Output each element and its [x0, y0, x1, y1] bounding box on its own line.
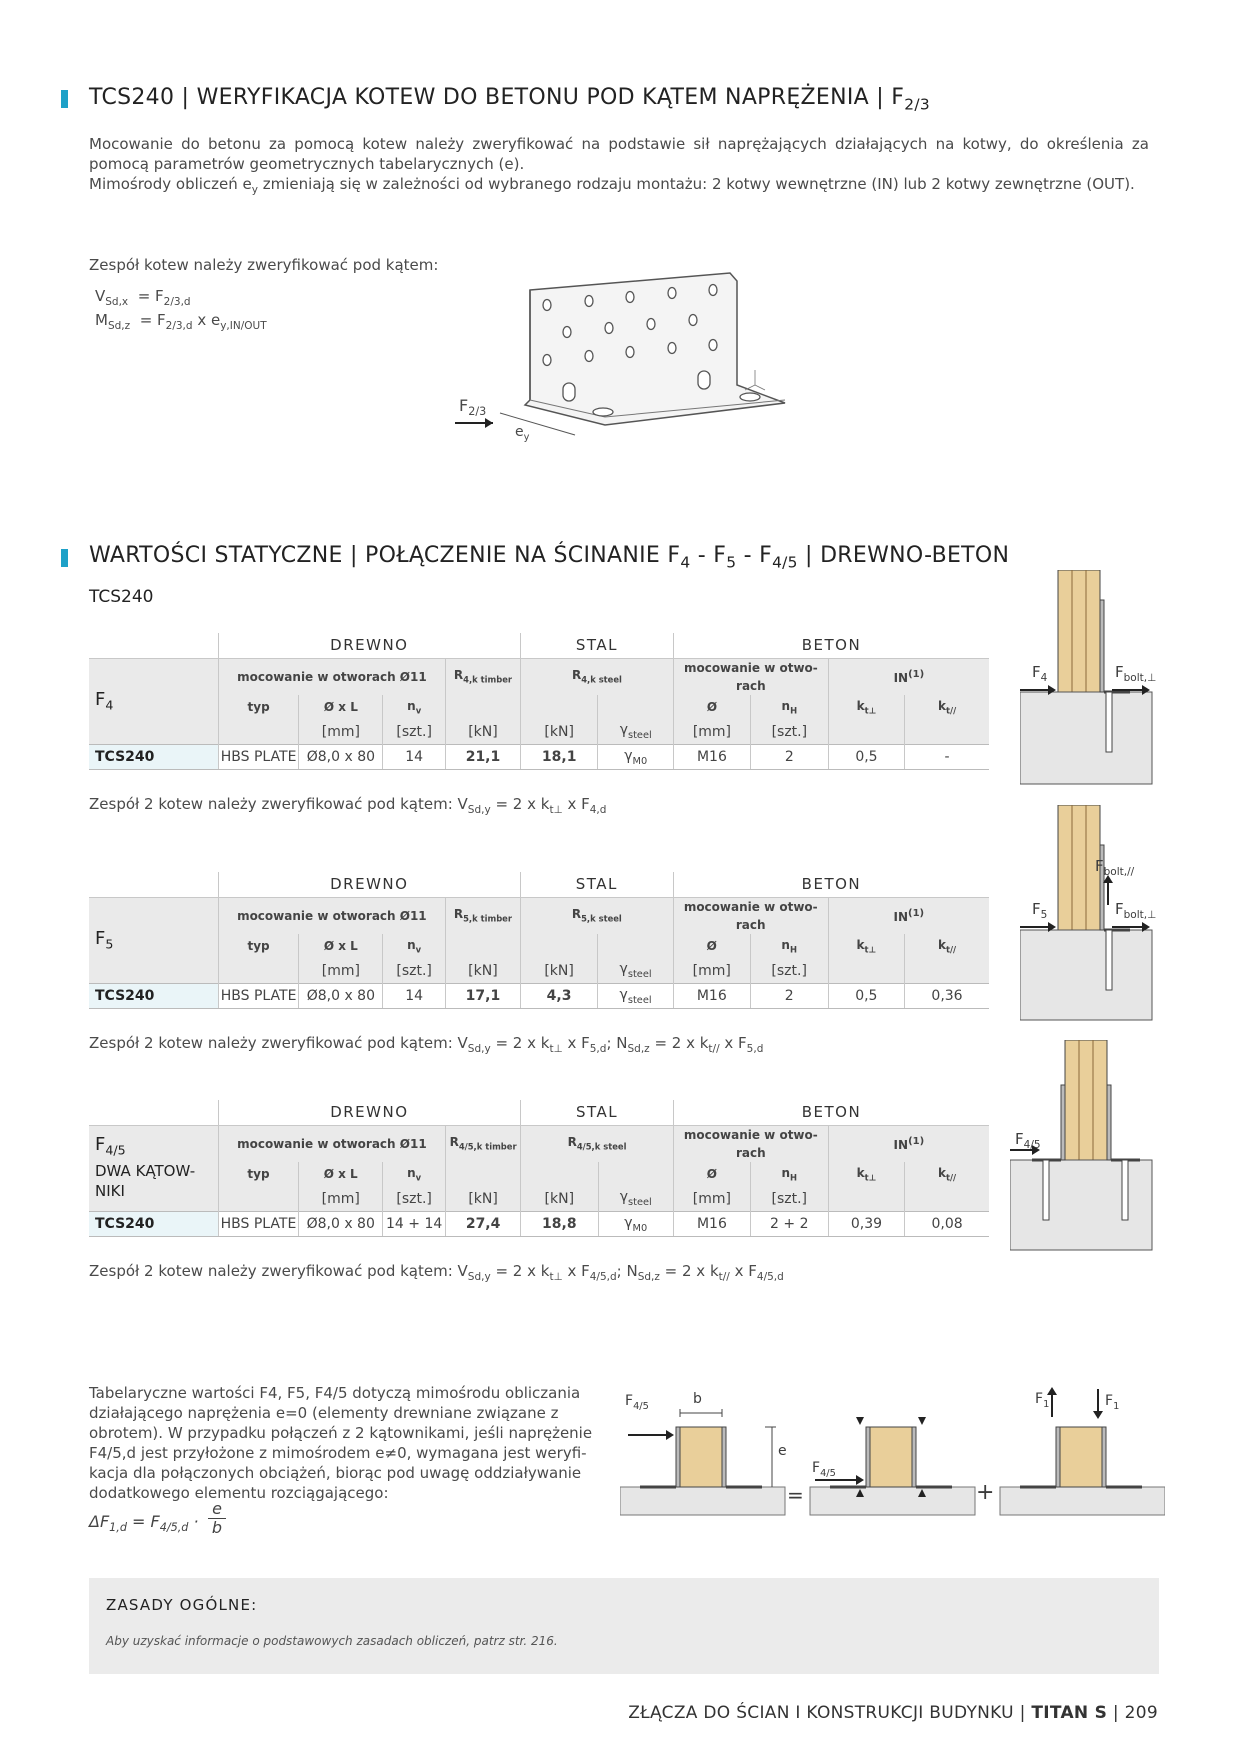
table-force-label: $F_4$: [89, 658, 218, 745]
header-kt-par: $k_{t//}$: [905, 695, 989, 720]
cell-rsteel: 18,8: [521, 1212, 598, 1237]
header-rtimber: $R_{4/5,k timber}$: [446, 1125, 521, 1162]
unit-mm: [mm]: [673, 959, 750, 984]
header-d: Ø: [673, 934, 750, 959]
header-stal: STAL: [520, 872, 673, 897]
cell-rtimber: 21,1: [446, 745, 521, 770]
cell-kt-perp: 0,5: [828, 984, 904, 1009]
header-nh: $n_H$: [750, 1162, 828, 1187]
static-table-f4: [89, 633, 989, 770]
table-note-f4: Zespół 2 kotew należy zweryfikować pod kątem: $V_{Sd,y} = 2$ x $k_{t\perp}$ x $F_{4,d}$: [89, 795, 607, 816]
table-note-f45: Zespół 2 kotew należy zweryfikować pod kątem: $V_{Sd,y} = 2$ x $k_{t\perp}$ x $F_{4/5,d}$; $N_{Sd,z} = 2$ x $k_{t//}$ x $F_{4/5,d}$: [89, 1262, 784, 1283]
unit-mm: [mm]: [673, 1187, 750, 1212]
header-mocowanie-beton: mocowanie w otwo- rach: [673, 658, 828, 695]
table-force-label: $F_5$: [89, 897, 218, 984]
cell-kt-par: 0,36: [905, 984, 989, 1009]
table-row: [89, 745, 989, 770]
page-footer: [628, 1703, 1158, 1723]
static-table-f5: [89, 872, 989, 1009]
cell-d: M16: [673, 1212, 750, 1237]
header-in: IN$^{(1)}$: [828, 658, 989, 695]
diag-label-e: e: [778, 1443, 787, 1459]
cell-nv: 14: [383, 745, 446, 770]
fig-label-f5: $F_5$: [1032, 900, 1048, 921]
footer-separator: |: [1107, 1703, 1125, 1723]
section1-title: TCS240 | WERYFIKACJA KOTEW DO BETONU POD KĄTEM NAPRĘŻENIA | $F_{2/3}$: [89, 85, 930, 114]
unit-gamma: $\gamma_{steel}$: [598, 959, 674, 984]
general-principles-title: ZASADY OGÓLNE:: [106, 1596, 258, 1614]
cell-kt-perp: 0,5: [828, 745, 904, 770]
unit-szt: [szt.]: [383, 959, 446, 984]
header-dxl: Ø x L: [299, 934, 383, 959]
diag-label-b: b: [693, 1391, 702, 1407]
cell-rsteel: 18,1: [520, 745, 598, 770]
general-principles-box: [89, 1578, 1159, 1674]
unit-kn: [kN]: [521, 1187, 598, 1212]
unit-gamma: $\gamma_{steel}$: [598, 1187, 673, 1212]
cell-d: M16: [673, 745, 750, 770]
diag-label-f45-2: $F_{4/5}$: [812, 1460, 836, 1479]
table-row: [89, 1212, 989, 1237]
diag-label-f1b: $F_1$: [1105, 1393, 1120, 1412]
cell-dxl: Ø8,0 x 80: [299, 1212, 383, 1237]
header-kt-perp: $k_{t\perp}$: [828, 1162, 904, 1187]
fig-label-fbolt: $F_{bolt,\perp}$: [1115, 663, 1157, 684]
header-mocowanie: mocowanie w otworach Ø11: [218, 897, 445, 934]
diag-label-f1a: $F_1$: [1035, 1391, 1050, 1410]
unit-mm: [mm]: [673, 720, 750, 745]
header-typ: typ: [218, 695, 299, 720]
header-nv: $n_v$: [383, 934, 446, 959]
header-drewno: DREWNO: [218, 633, 520, 658]
unit-kn: [kN]: [446, 959, 521, 984]
header-kt-par: $k_{t//}$: [905, 1162, 989, 1187]
header-mocowanie-beton: mocowanie w otwo- rach: [673, 897, 828, 934]
unit-szt: [szt.]: [383, 1187, 446, 1212]
cell-typ: HBS PLATE: [218, 1212, 299, 1237]
section-accent-bar: [61, 549, 68, 567]
unit-gamma: $\gamma_{steel}$: [598, 720, 674, 745]
header-mocowanie-beton: mocowanie w otwo- rach: [673, 1125, 828, 1162]
cell-typ: HBS PLATE: [218, 984, 299, 1009]
header-drewno: DREWNO: [218, 1100, 520, 1125]
unit-szt: [szt.]: [750, 959, 828, 984]
cell-gamma: $\gamma_{steel}$: [598, 984, 674, 1009]
cell-dxl: Ø8,0 x 80: [299, 984, 383, 1009]
bracket-figure: [455, 265, 810, 445]
header-rtimber: $R_{4,k timber}$: [446, 658, 521, 695]
header-beton: BETON: [673, 872, 989, 897]
unit-szt: [szt.]: [750, 720, 828, 745]
header-stal: STAL: [520, 633, 673, 658]
unit-mm: [mm]: [299, 1187, 383, 1212]
footer-section: ZŁĄCZA DO ŚCIAN I KONSTRUKCJI BUDYNKU: [628, 1703, 1014, 1723]
unit-kn: [kN]: [520, 720, 598, 745]
header-d: Ø: [673, 1162, 750, 1187]
diag-label-f45: $F_{4/5}$: [625, 1393, 649, 1412]
header-nv: $n_v$: [383, 1162, 446, 1187]
fig-ey-label: $e_y$: [515, 424, 530, 443]
fig-label-fbolt-perp: $F_{bolt,\perp}$: [1115, 900, 1157, 921]
formula-delta-f: $\Delta F_{1,d} = F_{4/5,d}$ ·: [89, 1512, 199, 1535]
cell-rsteel: 4,3: [520, 984, 597, 1009]
fig-label-fbolt-par: $F_{bolt,//}$: [1095, 857, 1135, 878]
cell-gamma: $\gamma_{M0}$: [598, 1212, 673, 1237]
unit-szt: [szt.]: [383, 720, 446, 745]
cell-kt-par: 0,08: [905, 1212, 989, 1237]
header-beton: BETON: [673, 633, 989, 658]
unit-szt: [szt.]: [750, 1187, 828, 1212]
row-name: TCS240: [89, 1212, 218, 1237]
header-rsteel: $R_{4,k steel}$: [520, 658, 673, 695]
header-kt-perp: $k_{t\perp}$: [828, 695, 904, 720]
header-rsteel: $R_{5,k steel}$: [520, 897, 673, 934]
fig-force-label: $F_{2/3}$: [459, 396, 487, 419]
cell-d: M16: [673, 984, 750, 1009]
section-accent-bar: [61, 90, 68, 108]
cell-kt-perp: 0,39: [828, 1212, 904, 1237]
header-mocowanie: mocowanie w otworach Ø11: [218, 1125, 446, 1162]
diag-plus: +: [976, 1480, 995, 1505]
fig-label-f45: $F_{4/5}$: [1015, 1130, 1041, 1151]
header-in: IN$^{(1)}$: [828, 1125, 989, 1162]
unit-kn: [kN]: [446, 1187, 521, 1212]
unit-kn: [kN]: [520, 959, 597, 984]
cell-kt-par: -: [905, 745, 989, 770]
header-mocowanie: mocowanie w otworach Ø11: [218, 658, 445, 695]
unit-kn: [kN]: [446, 720, 521, 745]
cell-rtimber: 27,4: [446, 1212, 521, 1237]
page-number: 209: [1124, 1703, 1158, 1723]
cell-nh: 2 + 2: [750, 1212, 828, 1237]
section2-title: WARTOŚCI STATYCZNE | POŁĄCZENIE NA ŚCINANIE $F_4 - F_5 - F_{4/5}$ | DREWNO-BETON: [89, 543, 1010, 572]
footer-separator: |: [1013, 1703, 1032, 1723]
footer-brand: TITAN S: [1031, 1703, 1108, 1723]
section1-paragraph: Mocowanie do betonu za pomocą kotew należy zweryfikować na podstawie sił naprężających działających na kotwy, do określenia za pomocą parametrów geometrycznych tabelarycznych (e). Mimośrody obliczeń $e_y$ zmieniają się w zależności od wybranego rodzaju montażu: 2 kotwy wewnętrzne (IN) lub 2 kotwy zewnętrzne (OUT).: [89, 135, 1149, 196]
header-d: Ø: [673, 695, 750, 720]
cell-nv: 14 + 14: [383, 1212, 446, 1237]
cell-gamma: $\gamma_{M0}$: [598, 745, 674, 770]
cell-rtimber: 17,1: [446, 984, 521, 1009]
header-nv: $n_v$: [383, 695, 446, 720]
static-table-f45: [89, 1100, 989, 1237]
header-typ: typ: [218, 934, 299, 959]
header-rtimber: $R_{5,k timber}$: [446, 897, 521, 934]
cell-nv: 14: [383, 984, 446, 1009]
cell-dxl: Ø8,0 x 80: [299, 745, 383, 770]
header-beton: BETON: [673, 1100, 989, 1125]
unit-mm: [mm]: [299, 959, 383, 984]
header-kt-par: $k_{t//}$: [905, 934, 989, 959]
formula-msdz: $M_{Sd,z} = F_{2/3,d}$ x $e_{y,IN/OUT}$: [95, 311, 267, 332]
header-nh: $n_H$: [750, 934, 828, 959]
cell-typ: HBS PLATE: [218, 745, 299, 770]
diag-equals: =: [787, 1483, 804, 1507]
unit-mm: [mm]: [299, 720, 383, 745]
row-name: TCS240: [89, 984, 218, 1009]
header-drewno: DREWNO: [218, 872, 520, 897]
header-stal: STAL: [521, 1100, 674, 1125]
section2-subtitle: TCS240: [89, 587, 154, 607]
header-dxl: Ø x L: [299, 695, 383, 720]
formula-vsdx: $V_{Sd,x} = F_{2/3,d}$: [95, 287, 191, 308]
header-kt-perp: $k_{t\perp}$: [828, 934, 904, 959]
header-typ: typ: [218, 1162, 299, 1187]
header-nh: $n_H$: [750, 695, 828, 720]
row-name: TCS240: [89, 745, 218, 770]
header-in: IN$^{(1)}$: [828, 897, 989, 934]
cell-nh: 2: [750, 984, 828, 1009]
header-dxl: Ø x L: [299, 1162, 383, 1187]
cell-nh: 2: [750, 745, 828, 770]
table-note-f5: Zespół 2 kotew należy zweryfikować pod kątem: $V_{Sd,y} = 2$ x $k_{t\perp}$ x $F_{5,d}$; $N_{Sd,z} = 2$ x $k_{t//}$ x $F_{5,d}$: [89, 1034, 764, 1055]
eccentricity-text: Tabelaryczne wartości F4, F5, F4/5 dotyczą mimośrodu obliczania działającego naprężenia e=0 (elementy drewniane związane z obrotem). W przypadku połączeń z 2 kątownikami, jeśli naprężenie F4/5,d jest przyłożone z mimośrodem e≠0, wymagana jest weryfi-kacja dla połączonych obciążeń, biorąc pod uwagę oddziaływanie dodatkowego elementu rozciągającego:: [89, 1384, 593, 1502]
formula-fraction: e b: [208, 1500, 226, 1537]
table-force-label: $F_{4/5}$ DWA KĄTOW-NIKI: [89, 1125, 218, 1212]
fig-label-f4: $F_4$: [1032, 663, 1048, 684]
table-row: [89, 984, 989, 1009]
verify-label: Zespół kotew należy zweryfikować pod kątem:: [89, 256, 439, 274]
header-rsteel: $R_{4/5,k steel}$: [521, 1125, 674, 1162]
general-principles-text: Aby uzyskać informacje o podstawowych zasadach obliczeń, patrz str. 216.: [106, 1634, 558, 1648]
